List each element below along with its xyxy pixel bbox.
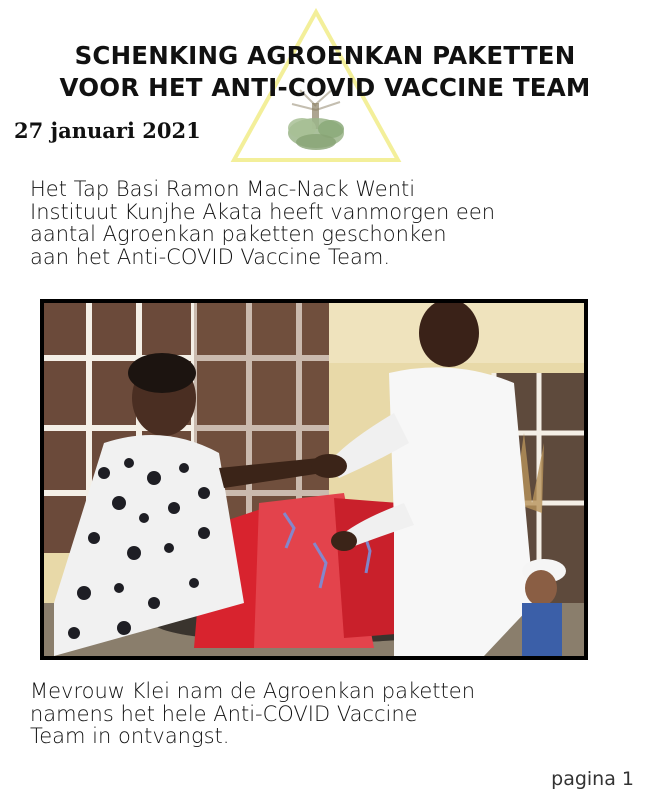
photo-caption (30, 680, 630, 748)
caption-line: namens het hele Anti-COVID Vaccine (30, 701, 418, 726)
photo-frame (40, 299, 588, 660)
intro-line: aantal Agroenkan paketten geschonken (30, 222, 447, 246)
publication-date: 27 januari 2021 (14, 118, 201, 143)
caption-line: Mevrouw Klei nam de Agroenkan paketten (30, 679, 476, 703)
page-number: pagina 1 (551, 768, 634, 790)
page-title (0, 40, 650, 104)
intro-line: Instituut Kunjhe Akata heeft vanmorgen een (30, 199, 496, 224)
intro-line: aan het Anti-COVID Vaccine Team. (30, 244, 391, 269)
intro-paragraph (30, 178, 630, 268)
title-line-1: SCHENKING AGROENKAN PAKETTEN (74, 41, 576, 70)
caption-line: Team in ontvangst. (30, 724, 230, 748)
handover-photo (44, 303, 584, 656)
intro-line: Het Tap Basi Ramon Mac-Nack Wenti (30, 177, 416, 201)
title-line-2: VOOR HET ANTI-COVID VACCINE TEAM (59, 73, 591, 102)
